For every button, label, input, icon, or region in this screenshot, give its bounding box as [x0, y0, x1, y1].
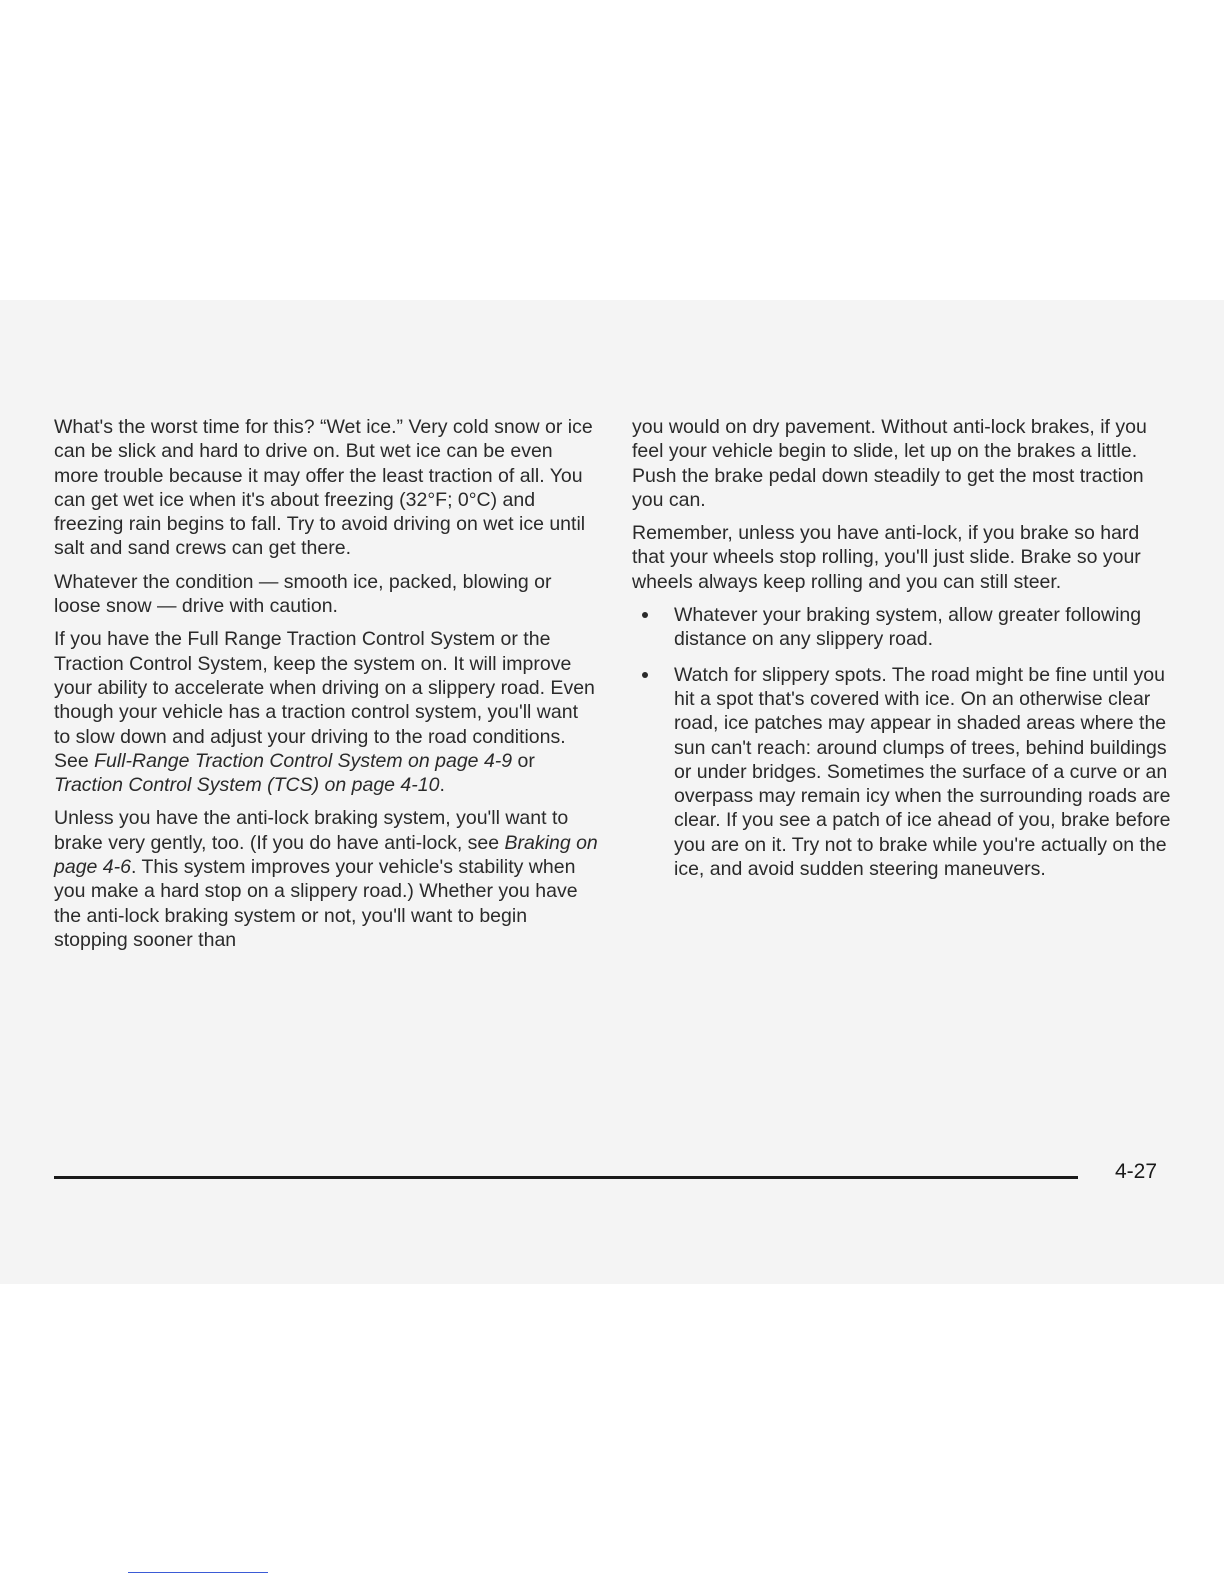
page-number: 4-27 [1115, 1160, 1158, 1183]
cross-reference-link[interactable]: Full-Range Traction Control System on page 4-9 [94, 749, 513, 772]
list-item-text: Whatever your braking system, allow greater following distance on any slippery road. [674, 604, 1142, 651]
paragraph-remember: Remember, unless you have anti-lock, if you brake so hard that your wheels stop rolling, you'll just slide. Brake so your wheels always keep rolling and you can still steer. [632, 522, 1141, 593]
paragraph-caution: Whatever the condition — smooth ice, packed, blowing or loose snow — drive with caution. [54, 570, 552, 618]
text-run: . [439, 774, 445, 797]
text-run: or [512, 749, 535, 772]
bullet-icon [642, 672, 648, 678]
paragraph-wet-ice: What's the worst time for this? “Wet ice.” Very cold snow or ice can be slick and hard to drive on. But wet ice can be even more trouble because it may offer the least traction of all. You can get wet ice when it's about freezing (32°F; 0°C) and freezing rain begins to fall. Try to avoid driving on wet ice until salt and sand crews can get there. [54, 416, 593, 560]
cross-reference-link[interactable]: Traction Control System (TCS) on page 4-10 [54, 774, 440, 797]
paragraph-dry-pavement: you would on dry pavement. Without anti-lock brakes, if you feel your vehicle begin to slide, let up on the brakes a little. Push the brake pedal down steadily to get the most traction you can. [632, 416, 1147, 511]
text-run: . This system improves your vehicle's stability when you make a hard stop on a slippery road.) Whether you have the anti-lock braking system or not, you'll want to begin stopping sooner than [54, 856, 578, 951]
left-column [54, 415, 599, 961]
right-column [632, 415, 1177, 892]
text-run: Unless you have the anti-lock braking system, you'll want to brake very gently, too. (If you do have anti-lock, see [54, 807, 569, 854]
footer-rule [54, 1176, 1078, 1179]
paragraph-traction-control [54, 627, 599, 797]
bullet-icon [642, 612, 648, 618]
paragraph-anti-lock [54, 806, 599, 952]
cross-reference-link[interactable]: Braking on page 4-6 [54, 831, 598, 879]
link-underline [128, 1572, 268, 1573]
text-run: If you have the Full Range Traction Control System or the Traction Control System, keep the system on. It will improve your ability to accelerate when driving on a slippery road. Even though your vehicle has a traction control system, you'll want to slow down and adjust your driving to the road conditions. See [54, 628, 595, 772]
list-item-text: Watch for slippery spots. The road might be fine until you hit a spot that's covered with ice. On an otherwise clear road, ice patches may appear in shaded areas where the sun can't reach: around clumps of trees, behind buildings or under bridges. Sometimes the surface of a curve or an overpass may remain icy when the surrounding roads are clear. If you see a patch of ice ahead of you, brake before you are on it. Try not to brake while you're actually on the ice, and avoid sudden steering maneuvers. [674, 663, 1171, 881]
bullet-list [632, 603, 1177, 881]
list-item [632, 603, 1177, 652]
list-item [632, 663, 1177, 882]
